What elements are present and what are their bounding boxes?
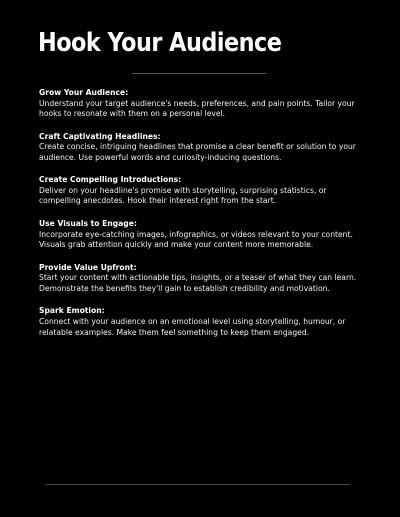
section-body: Start your content with actionable tips, insights, or a teaser of what they can learn. Demonstrate the benefits they'll gain to establish credibility and motivation.: [39, 273, 357, 293]
section-body: Deliver on your headline's promise with storytelling, surprising statistics, or compelling anecdotes. Hook their interest right from the start.: [39, 185, 327, 206]
footer-divider: [46, 484, 350, 485]
page-title: Hook Your Audience: [38, 28, 282, 58]
section-body: Connect with your audience on an emotional level using storytelling, humour, or relatable examples. Make them feel something to keep them engaged.: [39, 316, 346, 337]
section-heading: Use Visuals to Engage:: [39, 219, 137, 229]
section-body: Understand your target audience's needs, preferences, and pain points. Tailor your hooks to resonate with them on a personal level.: [39, 98, 355, 119]
section-body: Create concise, intriguing headlines that promise a clear benefit or solution to your audience. Use powerful words and curiosity-inducing questions.: [39, 142, 356, 162]
section-heading: Spark Emotion:: [39, 306, 105, 316]
section-body: Incorporate eye-catching images, infographics, or videos relevant to your content. Visuals grab attention quickly and make your content more memorable.: [39, 229, 353, 250]
content-area: [39, 88, 369, 350]
section-visuals: [39, 219, 369, 251]
section-heading: Create Compelling Introductions:: [39, 175, 182, 185]
section-grow-audience: [39, 88, 369, 120]
section-value-upfront: [39, 263, 369, 295]
section-heading: Grow Your Audience:: [39, 88, 129, 97]
title-divider: [132, 73, 266, 74]
section-heading: Provide Value Upfront:: [39, 262, 137, 272]
section-introductions: [39, 175, 369, 207]
section-heading: Craft Captivating Headlines:: [39, 131, 161, 141]
section-emotion: [39, 306, 369, 338]
section-headlines: [39, 132, 369, 164]
